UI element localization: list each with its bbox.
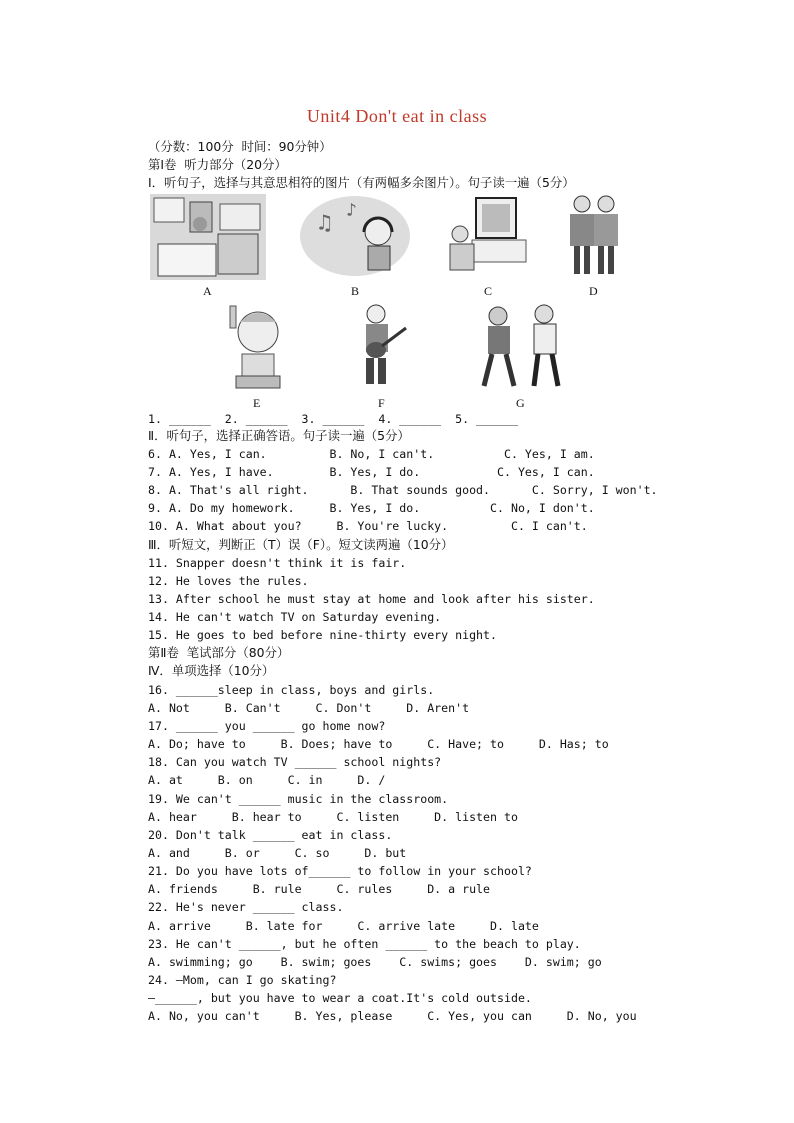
picture-a-messy-room	[150, 194, 266, 280]
section-1-heading: Ⅰ．听句子，选择与其意思相符的图片（有两幅多余图片）。句子读一遍（5分）	[148, 175, 575, 190]
exam-meta: （分数：100分 时间：90分钟）	[148, 139, 332, 154]
mc-line: 24. —Mom, can I go skating?	[148, 973, 337, 987]
picture-d-uniform-students	[566, 192, 622, 280]
picture-e-boy-eating	[222, 304, 292, 390]
picture-b-label: B	[351, 284, 360, 298]
mc-line: 20. Don't talk ______ eat in class.	[148, 828, 393, 842]
mc-line: 18. Can you watch TV ______ school nights?	[148, 755, 442, 769]
page-title: Unit4 Don't eat in class	[306, 106, 488, 126]
picture-g-walking-boys	[476, 302, 568, 390]
mc-line: —______, but you have to wear a coat.It's cold outside.	[148, 991, 532, 1005]
mc-line: A. Do; have to B. Does; have to C. Have; to D. Has; to	[148, 737, 609, 751]
tf-statement: 11. Snapper doesn't think it is fair.	[148, 556, 407, 570]
tf-statement: 13. After school he must stay at home and look after his sister.	[148, 592, 595, 606]
question-line: 10. A. What about you? B. You're lucky. C. I can't.	[148, 519, 588, 533]
question-line: 6. A. Yes, I can. B. No, I can't. C. Yes, I am.	[148, 447, 595, 461]
mc-line: A. arrive B. late for C. arrive late D. late	[148, 919, 539, 933]
mc-line: A. hear B. hear to C. listen D. listen to	[148, 810, 518, 824]
mc-line: 16. ______sleep in class, boys and girls.	[148, 683, 435, 697]
mc-line: A. friends B. rule C. rules D. a rule	[148, 882, 491, 896]
question-line: 8. A. That's all right. B. That sounds good. C. Sorry, I won't.	[148, 483, 658, 497]
tf-statement: 15. He goes to bed before nine-thirty every night.	[148, 628, 498, 642]
picture-f-guitar-boy	[354, 302, 410, 388]
svg-text:♫: ♫	[318, 211, 332, 236]
mc-line: 21. Do you have lots of______ to follow in your school?	[148, 864, 532, 878]
picture-c-label: C	[484, 284, 493, 298]
picture-c-watching-tv	[446, 194, 530, 278]
part-2-heading: 第Ⅱ卷 笔试部分（80分）	[148, 645, 290, 660]
section-3-heading: Ⅲ．听短文，判断正（T）误（F）。短文读两遍（10分）	[148, 537, 454, 552]
question-line: 9. A. Do my homework. B. Yes, I do. C. No, I don't.	[148, 501, 595, 515]
mc-line: 17. ______ you ______ go home now?	[148, 719, 386, 733]
tf-statement: 12. He loves the rules.	[148, 574, 309, 588]
picture-g-label: G	[516, 396, 525, 410]
picture-e-label: E	[253, 396, 261, 410]
svg-text:♪: ♪	[346, 200, 357, 221]
mc-line: A. Not B. Can't C. Don't D. Aren't	[148, 701, 470, 715]
part-1-heading: 第Ⅰ卷 听力部分（20分）	[148, 157, 287, 172]
answer-blanks: 1. ______ 2. ______ 3. ______ 4. ______ 5. ______	[148, 412, 518, 426]
mc-line: A. No, you can't B. Yes, please C. Yes, you can D. No, you	[148, 1009, 637, 1023]
section-4-heading: Ⅳ．单项选择（10分）	[148, 663, 275, 678]
picture-a-label: A	[203, 284, 212, 298]
tf-statement: 14. He can't watch TV on Saturday evening.	[148, 610, 442, 624]
mc-line: A. at B. on C. in D. /	[148, 773, 386, 787]
mc-line: A. swimming; go B. swim; goes C. swims; goes D. swim; go	[148, 955, 602, 969]
mc-line: 22. He's never ______ class.	[148, 900, 344, 914]
picture-d-label: D	[589, 284, 598, 298]
mc-line: 19. We can't ______ music in the classroom.	[148, 792, 449, 806]
mc-line: 23. He can't ______, but he often ______ to the beach to play.	[148, 937, 581, 951]
section-2-heading: Ⅱ．听句子，选择正确答语。句子读一遍（5分）	[148, 428, 410, 443]
question-line: 7. A. Yes, I have. B. Yes, I do. C. Yes, I can.	[148, 465, 595, 479]
picture-b-music-girl	[300, 194, 410, 278]
picture-f-label: F	[378, 396, 385, 410]
mc-line: A. and B. or C. so D. but	[148, 846, 407, 860]
